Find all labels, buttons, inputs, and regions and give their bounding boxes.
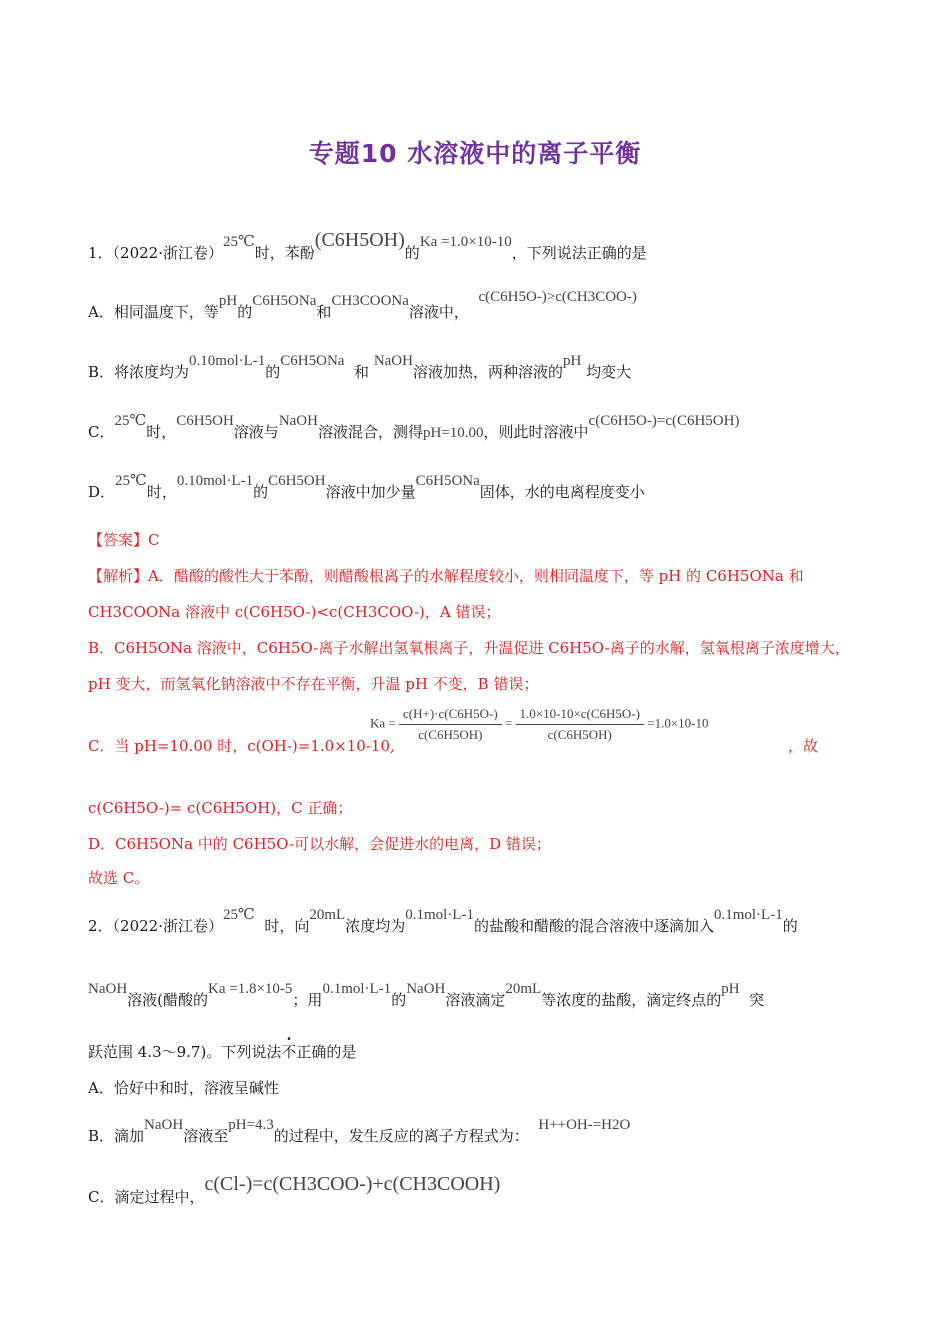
q1-option-a: [88, 289, 637, 323]
q1-text-c: ，下列说法正确的是: [511, 244, 647, 262]
q1-header: [88, 229, 647, 264]
analysis-line-4: pH 变大，而氢氧化钠溶液中不存在平衡，升温 pH 不变，B 错误；: [88, 675, 539, 693]
q2-text5: 溶液(醋酸的: [127, 991, 209, 1009]
analysis-line-2: CH3COONa 溶液中 c(C6H5O-)<c(CH3COO-)，A 错误；: [88, 603, 501, 621]
q1-a-text1: A．相同温度下，等: [88, 303, 219, 321]
q2-ph: pH: [721, 981, 740, 997]
q1-text-b: 时，苯酚: [254, 244, 315, 262]
q2-vol2: 20mL: [505, 981, 542, 997]
q2-option-a: A．恰好中和时，溶液呈碱性: [88, 1079, 279, 1097]
q2-source: 2．（2022·浙江卷）: [88, 917, 223, 935]
eq-ka-label: Ka =: [370, 715, 396, 731]
q1-c-text3: 溶液与: [233, 423, 279, 441]
q1-a-text3: 和: [316, 303, 332, 321]
q1-b-ph: pH: [562, 353, 582, 369]
q1-a-relation: c(C6H5O-)>c(CH3COO-): [478, 289, 637, 305]
q1-c-temp: 25℃: [114, 413, 147, 429]
q1-c-phenol: C6H5OH: [176, 413, 234, 429]
analysis-line-5-end: ，故: [788, 737, 819, 755]
q2-text2: 浓度均为: [345, 917, 406, 935]
q1-c-text4: 溶液混合，测得: [317, 423, 423, 441]
q1-b-text2: 的: [265, 363, 281, 381]
eq-equals: =: [504, 715, 513, 731]
q2-text8: 溶液滴定: [445, 991, 506, 1009]
q2-text9: 等浓度的盐酸，滴定终点的: [541, 991, 722, 1009]
analysis-line-5: C．当 pH=10.00 时，c(OH-)=1.0×10-10,: [88, 737, 395, 755]
eq-num-1: c(H+)·c(C6H5O-): [399, 706, 502, 725]
q2-header-line-1: [88, 907, 798, 937]
q1-c-text5: ，则此时溶液中: [483, 423, 589, 441]
q2-option-c: [88, 1173, 501, 1207]
page-title: 专题10 水溶液中的离子平衡: [308, 139, 642, 168]
eq-fraction-2: [516, 706, 644, 743]
q1-a-text2: 的: [237, 303, 253, 321]
q1-b-text3: 和: [354, 363, 370, 381]
q1-c-text2: 时，: [146, 423, 177, 441]
q2-text7: 的: [391, 991, 407, 1009]
q2-vol: 20mL: [309, 907, 346, 923]
q1-b-text5: 均变大: [586, 363, 632, 381]
q2-ka: Ka =1.8×10-5: [208, 981, 293, 997]
analysis-line-3: B．C6H5ONa 溶液中，C6H5O-离子水解出氢氧根离子，升温促进 C6H5O-离子的水解，氢氧根离子浓度增大，: [88, 639, 850, 657]
q1-temp: 25℃: [223, 234, 255, 250]
q1-d-conc: 0.10mol·L-1: [176, 473, 254, 489]
ka-equation: [370, 706, 708, 743]
q1-a-text4: 溶液中，: [408, 303, 469, 321]
q2-text6: ；用: [292, 991, 323, 1009]
q1-ka: Ka =1.0×10-10: [419, 234, 512, 250]
q1-a-ph: pH: [218, 293, 238, 309]
q1-d-temp: 25℃: [115, 473, 147, 489]
q1-text-de: 的: [404, 244, 420, 262]
analysis-line-6: c(C6H5O-)= c(C6H5OH)，C 正确；: [88, 799, 353, 817]
q2-c-relation: c(Cl-)=c(CH3COO-)+c(CH3COOH): [204, 1173, 501, 1195]
q1-option-b: [88, 353, 632, 383]
q2-c-text1: C．滴定过程中，: [88, 1188, 205, 1206]
q2-text3: 的盐酸和醋酸的混合溶液中逐滴加入: [473, 917, 714, 935]
q2-text1: 时，向: [264, 917, 310, 935]
q1-answer: 【答案】C: [88, 531, 160, 549]
q2-b-text2: 溶液至: [183, 1127, 229, 1145]
analysis-line-7: D．C6H5ONa 中的 C6H5O-可以水解，会促进水的电离，D 错误；: [88, 835, 551, 853]
q2-temp: 25℃: [223, 907, 255, 923]
q1-c-text1: C．: [88, 423, 115, 441]
q2-base2: NaOH: [406, 981, 446, 997]
q1-d-text3: 的: [253, 483, 269, 501]
q2-option-b: [88, 1117, 631, 1147]
q1-d-salt: C6H5ONa: [415, 473, 480, 489]
q2-b-text1: B．滴加: [88, 1127, 145, 1145]
q1-source: 1．（2022·浙江卷）: [88, 244, 223, 262]
q1-c-base: NaOH: [278, 413, 318, 429]
q1-d-text4: 溶液中加少量: [325, 483, 416, 501]
eq-den-2: c(C6H5OH): [547, 727, 612, 742]
q1-d-text2: 时，: [146, 483, 177, 501]
q2-negation-emphasis: 不正确: [281, 1043, 327, 1061]
q2-text10: 突: [749, 991, 765, 1009]
q1-b-text4: 溶液加热，两种溶液的: [412, 363, 563, 381]
q2-text11: 跃范围 4.3～9.7)。下列说法: [88, 1043, 282, 1061]
q2-b-base: NaOH: [144, 1117, 184, 1133]
eq-result: =1.0×10-10: [647, 715, 709, 731]
q1-d-text1: D．: [88, 483, 116, 501]
eq-fraction-1: [399, 706, 502, 743]
q1-phenol: (C6H5OH): [314, 229, 405, 251]
q1-c-ph: pH=10.00: [422, 425, 484, 441]
q1-b-salt: C6H5ONa: [280, 353, 345, 369]
q2-header-line-3: [88, 1042, 356, 1062]
q1-b-base: NaOH: [373, 353, 413, 369]
q1-a-salt2: CH3COONa: [331, 293, 409, 309]
q2-header-line-2: [88, 981, 765, 1011]
q2-base: NaOH: [88, 981, 128, 997]
q2-b-equation: H++OH-=H2O: [538, 1117, 631, 1133]
q1-option-c: [88, 413, 740, 443]
analysis-line-8: 故选 C。: [88, 869, 150, 887]
q2-conc3: 0.1mol·L-1: [322, 981, 392, 997]
q1-c-relation: c(C6H5O-)=c(C6H5OH): [588, 413, 740, 429]
q1-a-salt1: C6H5ONa: [252, 293, 317, 309]
q2-b-ph: pH=4.3: [228, 1117, 274, 1133]
eq-num-2: 1.0×10-10×c(C6H5O-): [516, 706, 644, 725]
q1-b-conc: 0.10mol·L-1: [189, 353, 266, 369]
analysis-line-1: 【解析】A．醋酸的酸性大于苯酚，则醋酸根离子的水解程度较小，则相同温度下，等 pH 的 C6H5ONa 和: [88, 567, 804, 585]
q1-b-text1: B．将浓度均为: [88, 363, 190, 381]
q2-text12: 的是: [326, 1043, 357, 1061]
q2-text4: 的: [782, 917, 798, 935]
q1-d-text5: 固体，水的电离程度变小: [479, 483, 645, 501]
q1-d-phenol: C6H5OH: [268, 473, 326, 489]
q2-conc2: 0.1mol·L-1: [713, 907, 783, 923]
eq-den-1: c(C6H5OH): [418, 727, 483, 742]
q1-option-d: [88, 473, 645, 503]
q2-conc: 0.1mol·L-1: [405, 907, 474, 923]
q2-b-text3: 的过程中，发生反应的离子方程式为：: [273, 1127, 529, 1145]
